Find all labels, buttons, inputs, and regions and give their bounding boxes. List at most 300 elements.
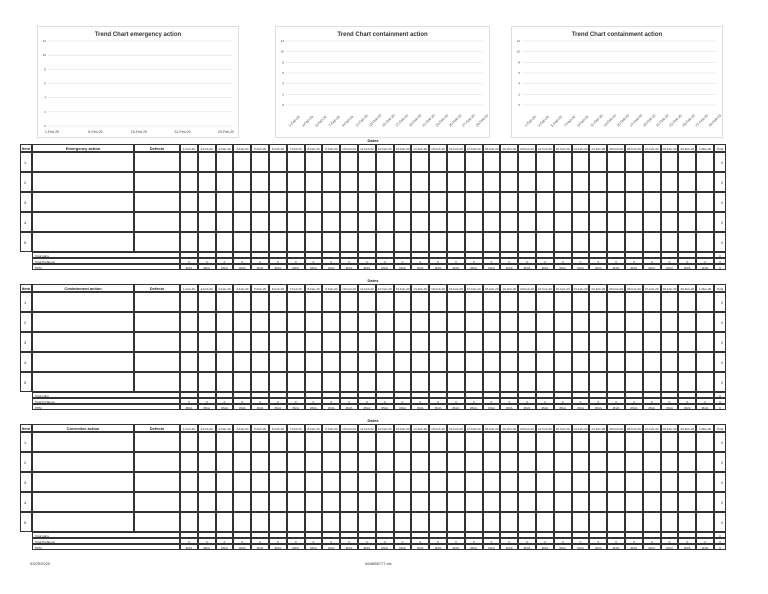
row-total: 0 — [714, 352, 726, 372]
date-cell — [305, 232, 323, 252]
date-cell — [483, 512, 501, 532]
x-tick-label: 29-Feb-20 — [217, 130, 235, 134]
footer-value-cell: #N/A — [216, 264, 234, 270]
date-cell — [678, 212, 696, 232]
chart-plot — [276, 27, 489, 137]
action-table — [20, 138, 726, 273]
date-header: 26-Feb-20 — [625, 424, 643, 432]
date-cell — [678, 492, 696, 512]
date-cell — [643, 472, 661, 492]
date-cell — [518, 372, 536, 392]
footer-value-cell: 0 — [198, 258, 216, 264]
x-tick-label: 5-Feb-20 — [314, 114, 328, 128]
date-cell — [465, 512, 483, 532]
date-cell — [322, 452, 340, 472]
footer-value-cell: #N/A — [661, 544, 679, 550]
date-cell — [394, 312, 412, 332]
footer-value-cell: #N/A — [429, 544, 447, 550]
footer-value-cell: 0 — [447, 538, 465, 544]
ppm-row — [20, 544, 726, 550]
date-cell — [589, 312, 607, 332]
defects-cell — [134, 332, 180, 352]
footer-value-cell: 0 — [500, 538, 518, 544]
date-cell — [180, 432, 198, 452]
date-cell — [572, 292, 590, 312]
date-cell — [536, 352, 554, 372]
date-cell — [625, 492, 643, 512]
row-total: 0 — [714, 472, 726, 492]
date-cell — [518, 172, 536, 192]
footer-total-cell: 0 — [714, 392, 726, 398]
date-cell — [411, 452, 429, 472]
date-header: 28-Feb-20 — [661, 144, 679, 152]
date-cell — [180, 492, 198, 512]
date-cell — [607, 152, 625, 172]
footer-value-cell: 0 — [340, 398, 358, 404]
date-cell — [607, 352, 625, 372]
date-cell — [625, 292, 643, 312]
date-cell — [411, 432, 429, 452]
chart-plot — [512, 27, 722, 137]
date-cell — [269, 172, 287, 192]
date-cell — [643, 152, 661, 172]
date-cell — [429, 312, 447, 332]
date-header: 17-Feb-20 — [465, 144, 483, 152]
footer-value-cell: #N/A — [572, 404, 590, 410]
date-cell — [589, 332, 607, 352]
date-cell — [251, 332, 269, 352]
footer-row-label: Total parts — [32, 252, 180, 258]
footer-value-cell: #N/A — [500, 264, 518, 270]
date-cell — [305, 352, 323, 372]
footer-value-cell: 0 — [554, 538, 572, 544]
date-cell — [536, 492, 554, 512]
footer-value-cell: #N/A — [465, 544, 483, 550]
date-cell — [411, 172, 429, 192]
date-cell — [465, 492, 483, 512]
table-row — [20, 292, 726, 312]
y-tick-label: 4 — [282, 81, 284, 86]
y-tick-label: 8 — [44, 67, 46, 72]
date-cell — [536, 512, 554, 532]
x-tick-label: 27-Feb-20 — [694, 113, 709, 128]
row-number: 3 — [20, 192, 32, 212]
date-cell — [643, 312, 661, 332]
footer-value-cell: #N/A — [269, 544, 287, 550]
x-tick-label: 17-Feb-20 — [629, 113, 644, 128]
total-header: Total — [714, 284, 726, 292]
date-cell — [554, 332, 572, 352]
footer-value-cell: 0 — [661, 398, 679, 404]
date-cell — [661, 212, 679, 232]
date-cell — [500, 192, 518, 212]
footer-total-cell: 0 — [714, 252, 726, 258]
defects-cell — [134, 312, 180, 332]
date-cell — [305, 212, 323, 232]
date-cell — [216, 492, 234, 512]
date-header: 24-Feb-20 — [589, 284, 607, 292]
date-cell — [287, 192, 305, 212]
date-cell — [429, 372, 447, 392]
footer-value-cell: 0 — [447, 398, 465, 404]
date-cell — [465, 472, 483, 492]
date-cell — [625, 452, 643, 472]
date-cell — [198, 212, 216, 232]
date-cell — [198, 152, 216, 172]
date-cell — [696, 232, 714, 252]
date-cell — [287, 472, 305, 492]
date-cell — [233, 212, 251, 232]
date-cell — [411, 152, 429, 172]
date-cell — [394, 512, 412, 532]
date-cell — [572, 492, 590, 512]
date-cell — [305, 152, 323, 172]
y-tick-label: 4 — [44, 95, 46, 100]
date-cell — [340, 312, 358, 332]
date-cell — [269, 492, 287, 512]
date-cell — [447, 352, 465, 372]
footer-total-cell: 0 — [714, 258, 726, 264]
footer-value-cell: #N/A — [465, 264, 483, 270]
date-cell — [607, 372, 625, 392]
footer-value-cell: #N/A — [198, 264, 216, 270]
date-cell — [607, 212, 625, 232]
footer-row-label: PPM — [32, 544, 180, 550]
date-cell — [483, 472, 501, 492]
footer-value-cell: 0 — [251, 538, 269, 544]
date-cell — [269, 332, 287, 352]
date-header: 5-Feb-20 — [251, 424, 269, 432]
date-cell — [518, 332, 536, 352]
date-cell — [643, 232, 661, 252]
row-total: 0 — [714, 512, 726, 532]
date-cell — [376, 512, 394, 532]
date-cell — [216, 212, 234, 232]
date-header: 29-Feb-20 — [678, 144, 696, 152]
date-header: 29-Feb-20 — [678, 284, 696, 292]
date-cell — [198, 192, 216, 212]
date-cell — [411, 492, 429, 512]
date-cell — [198, 172, 216, 192]
y-tick-label: 12 — [516, 39, 520, 43]
date-header: 26-Feb-20 — [625, 144, 643, 152]
date-cell — [518, 472, 536, 492]
date-cell — [661, 452, 679, 472]
row-total: 0 — [714, 372, 726, 392]
footer-row-label: PPM — [32, 404, 180, 410]
defects-cell — [134, 172, 180, 192]
date-header: 16-Feb-20 — [447, 144, 465, 152]
date-cell — [358, 492, 376, 512]
item-header: Item — [21, 286, 31, 291]
date-header: 17-Feb-20 — [465, 424, 483, 432]
date-header: 8-Feb-20 — [305, 144, 323, 152]
row-number: 4 — [20, 212, 32, 232]
date-cell — [376, 312, 394, 332]
footer-value-cell: #N/A — [394, 264, 412, 270]
date-cell — [696, 292, 714, 312]
defects-cell — [134, 472, 180, 492]
date-cell — [678, 352, 696, 372]
date-cell — [198, 352, 216, 372]
date-cell — [554, 492, 572, 512]
defects-header: Defects — [134, 284, 180, 292]
date-header: 6-Feb-20 — [269, 284, 287, 292]
footer-value-cell: #N/A — [447, 404, 465, 410]
date-header: 9-Feb-20 — [322, 424, 340, 432]
footer-value-cell: #N/A — [411, 264, 429, 270]
footer-value-cell: #N/A — [518, 544, 536, 550]
date-cell — [287, 372, 305, 392]
footer-value-cell: #N/A — [483, 544, 501, 550]
date-cell — [447, 332, 465, 352]
row-number: 3 — [20, 472, 32, 492]
footer-value-cell: #N/A — [376, 264, 394, 270]
row-number: 2 — [20, 452, 32, 472]
date-cell — [180, 292, 198, 312]
date-cell — [607, 472, 625, 492]
x-tick-label: 7-Feb-20 — [327, 114, 341, 128]
date-cell — [216, 192, 234, 212]
date-cell — [483, 452, 501, 472]
footer-value-cell: 0 — [287, 398, 305, 404]
action-cell — [32, 372, 134, 392]
action-cell — [32, 152, 134, 172]
date-header: 23-Feb-20 — [572, 424, 590, 432]
date-cell — [322, 512, 340, 532]
row-number: 2 — [20, 172, 32, 192]
date-cell — [180, 332, 198, 352]
date-cell — [696, 452, 714, 472]
date-cell — [429, 172, 447, 192]
y-tick-label: 6 — [518, 71, 520, 75]
date-cell — [394, 372, 412, 392]
date-cell — [572, 212, 590, 232]
date-cell — [233, 432, 251, 452]
date-cell — [287, 152, 305, 172]
footer-value-cell: 0 — [340, 258, 358, 264]
date-cell — [678, 312, 696, 332]
date-cell — [643, 512, 661, 532]
defects-cell — [134, 212, 180, 232]
footer-value-cell: 0 — [465, 258, 483, 264]
date-cell — [447, 192, 465, 212]
date-cell — [589, 232, 607, 252]
date-cell — [394, 492, 412, 512]
date-cell — [358, 152, 376, 172]
date-cell — [394, 332, 412, 352]
date-header: 20-Feb-20 — [518, 284, 536, 292]
footer-value-cell: 0 — [358, 538, 376, 544]
date-cell — [305, 312, 323, 332]
footer-value-cell: 0 — [607, 538, 625, 544]
date-cell — [198, 472, 216, 492]
date-header: 20-Feb-20 — [518, 144, 536, 152]
date-cell — [607, 192, 625, 212]
date-cell — [180, 152, 198, 172]
footer-value-cell: #N/A — [607, 264, 625, 270]
date-header: 25-Feb-20 — [607, 424, 625, 432]
defects-cell — [134, 492, 180, 512]
footer-value-cell: #N/A — [251, 404, 269, 410]
x-tick-label: 1-Feb-20 — [287, 114, 301, 128]
date-cell — [358, 332, 376, 352]
date-cell — [536, 212, 554, 232]
date-cell — [661, 312, 679, 332]
date-cell — [216, 372, 234, 392]
date-cell — [411, 292, 429, 312]
footer-value-cell: #N/A — [269, 264, 287, 270]
date-cell — [340, 232, 358, 252]
date-cell — [198, 332, 216, 352]
date-header: 2-Feb-20 — [198, 284, 216, 292]
date-cell — [233, 172, 251, 192]
date-header: 21-Feb-20 — [536, 144, 554, 152]
date-cell — [305, 432, 323, 452]
date-cell — [180, 372, 198, 392]
date-cell — [394, 232, 412, 252]
date-cell — [536, 292, 554, 312]
x-tick-label: 27-Feb-20 — [461, 113, 476, 128]
date-cell — [589, 212, 607, 232]
date-cell — [340, 352, 358, 372]
date-cell — [678, 152, 696, 172]
footer-value-cell: #N/A — [536, 264, 554, 270]
date-cell — [376, 292, 394, 312]
date-cell — [429, 472, 447, 492]
x-tick-label: 15-Feb-20 — [615, 113, 631, 128]
footer-total-cell: 0 — [714, 264, 726, 270]
date-cell — [322, 492, 340, 512]
date-cell — [696, 312, 714, 332]
date-cell — [287, 512, 305, 532]
defects-cell — [134, 512, 180, 532]
header-row — [20, 424, 726, 432]
y-tick-label: 10 — [280, 49, 284, 54]
date-cell — [589, 352, 607, 372]
footer-value-cell: 0 — [696, 258, 714, 264]
x-tick-label: 11-Feb-20 — [354, 113, 369, 128]
date-cell — [180, 452, 198, 472]
footer-value-cell: 0 — [465, 398, 483, 404]
date-cell — [643, 292, 661, 312]
date-cell — [554, 212, 572, 232]
date-header: 27-Feb-20 — [643, 424, 661, 432]
date-cell — [358, 472, 376, 492]
date-cell — [305, 492, 323, 512]
date-cell — [625, 432, 643, 452]
footer-value-cell: 0 — [429, 258, 447, 264]
date-cell — [305, 452, 323, 472]
row-total: 0 — [714, 152, 726, 172]
date-cell — [340, 332, 358, 352]
date-cell — [251, 452, 269, 472]
date-cell — [500, 312, 518, 332]
date-cell — [340, 292, 358, 312]
date-header: 10-Feb-20 — [340, 424, 358, 432]
date-cell — [233, 192, 251, 212]
footer-value-cell: 0 — [643, 398, 661, 404]
date-cell — [500, 332, 518, 352]
action-cell — [32, 312, 134, 332]
date-header: 4-Feb-20 — [233, 284, 251, 292]
date-cell — [661, 332, 679, 352]
date-header: 1-Mar-20 — [696, 424, 714, 432]
date-cell — [394, 452, 412, 472]
date-cell — [394, 212, 412, 232]
y-tick-label: 8 — [282, 60, 284, 65]
date-cell — [554, 352, 572, 372]
chart-title: Trend Chart containment action — [571, 32, 663, 38]
date-cell — [322, 232, 340, 252]
footer-value-cell: 0 — [394, 538, 412, 544]
date-cell — [322, 432, 340, 452]
date-cell — [305, 292, 323, 312]
footer-value-cell: 0 — [625, 258, 643, 264]
row-number: 1 — [20, 432, 32, 452]
date-cell — [376, 152, 394, 172]
date-cell — [251, 372, 269, 392]
footer-value-cell: 0 — [554, 398, 572, 404]
y-tick-label: 10 — [516, 49, 520, 54]
footer-value-cell: 0 — [358, 398, 376, 404]
footer-value-cell: #N/A — [216, 404, 234, 410]
date-cell — [572, 472, 590, 492]
footer-row-label: Total parts — [32, 532, 180, 538]
date-cell — [305, 332, 323, 352]
date-cell — [625, 332, 643, 352]
date-cell — [376, 332, 394, 352]
date-cell — [696, 352, 714, 372]
date-cell — [554, 372, 572, 392]
action-table — [20, 278, 726, 413]
row-number: 5 — [20, 372, 32, 392]
footer-value-cell: 0 — [678, 258, 696, 264]
action-cell — [32, 172, 134, 192]
x-tick-label: 19-Feb-20 — [408, 113, 423, 128]
footer-value-cell: 0 — [180, 538, 198, 544]
date-cell — [411, 512, 429, 532]
footer-value-cell: 0 — [500, 258, 518, 264]
row-total: 0 — [714, 232, 726, 252]
date-cell — [500, 492, 518, 512]
date-cell — [536, 192, 554, 212]
date-cell — [269, 192, 287, 212]
date-cell — [358, 172, 376, 192]
footer-value-cell: #N/A — [233, 264, 251, 270]
date-cell — [607, 492, 625, 512]
row-number: 5 — [20, 512, 32, 532]
date-cell — [483, 212, 501, 232]
date-cell — [465, 312, 483, 332]
footer-value-cell: #N/A — [429, 404, 447, 410]
date-header: 13-Feb-20 — [394, 284, 412, 292]
table-row — [20, 232, 726, 252]
date-header: 18-Feb-20 — [483, 284, 501, 292]
date-header: 14-Feb-20 — [411, 284, 429, 292]
footer-value-cell: 0 — [572, 398, 590, 404]
x-tick-label: 25-Feb-20 — [681, 113, 696, 128]
date-cell — [322, 152, 340, 172]
date-header: 21-Feb-20 — [536, 284, 554, 292]
footer-row-label: PPM — [32, 264, 180, 270]
date-header: 11-Feb-20 — [358, 144, 376, 152]
x-tick-label: 17-Feb-20 — [394, 113, 409, 128]
date-cell — [696, 512, 714, 532]
action-cell — [32, 492, 134, 512]
date-cell — [661, 372, 679, 392]
date-header: 5-Feb-20 — [251, 284, 269, 292]
